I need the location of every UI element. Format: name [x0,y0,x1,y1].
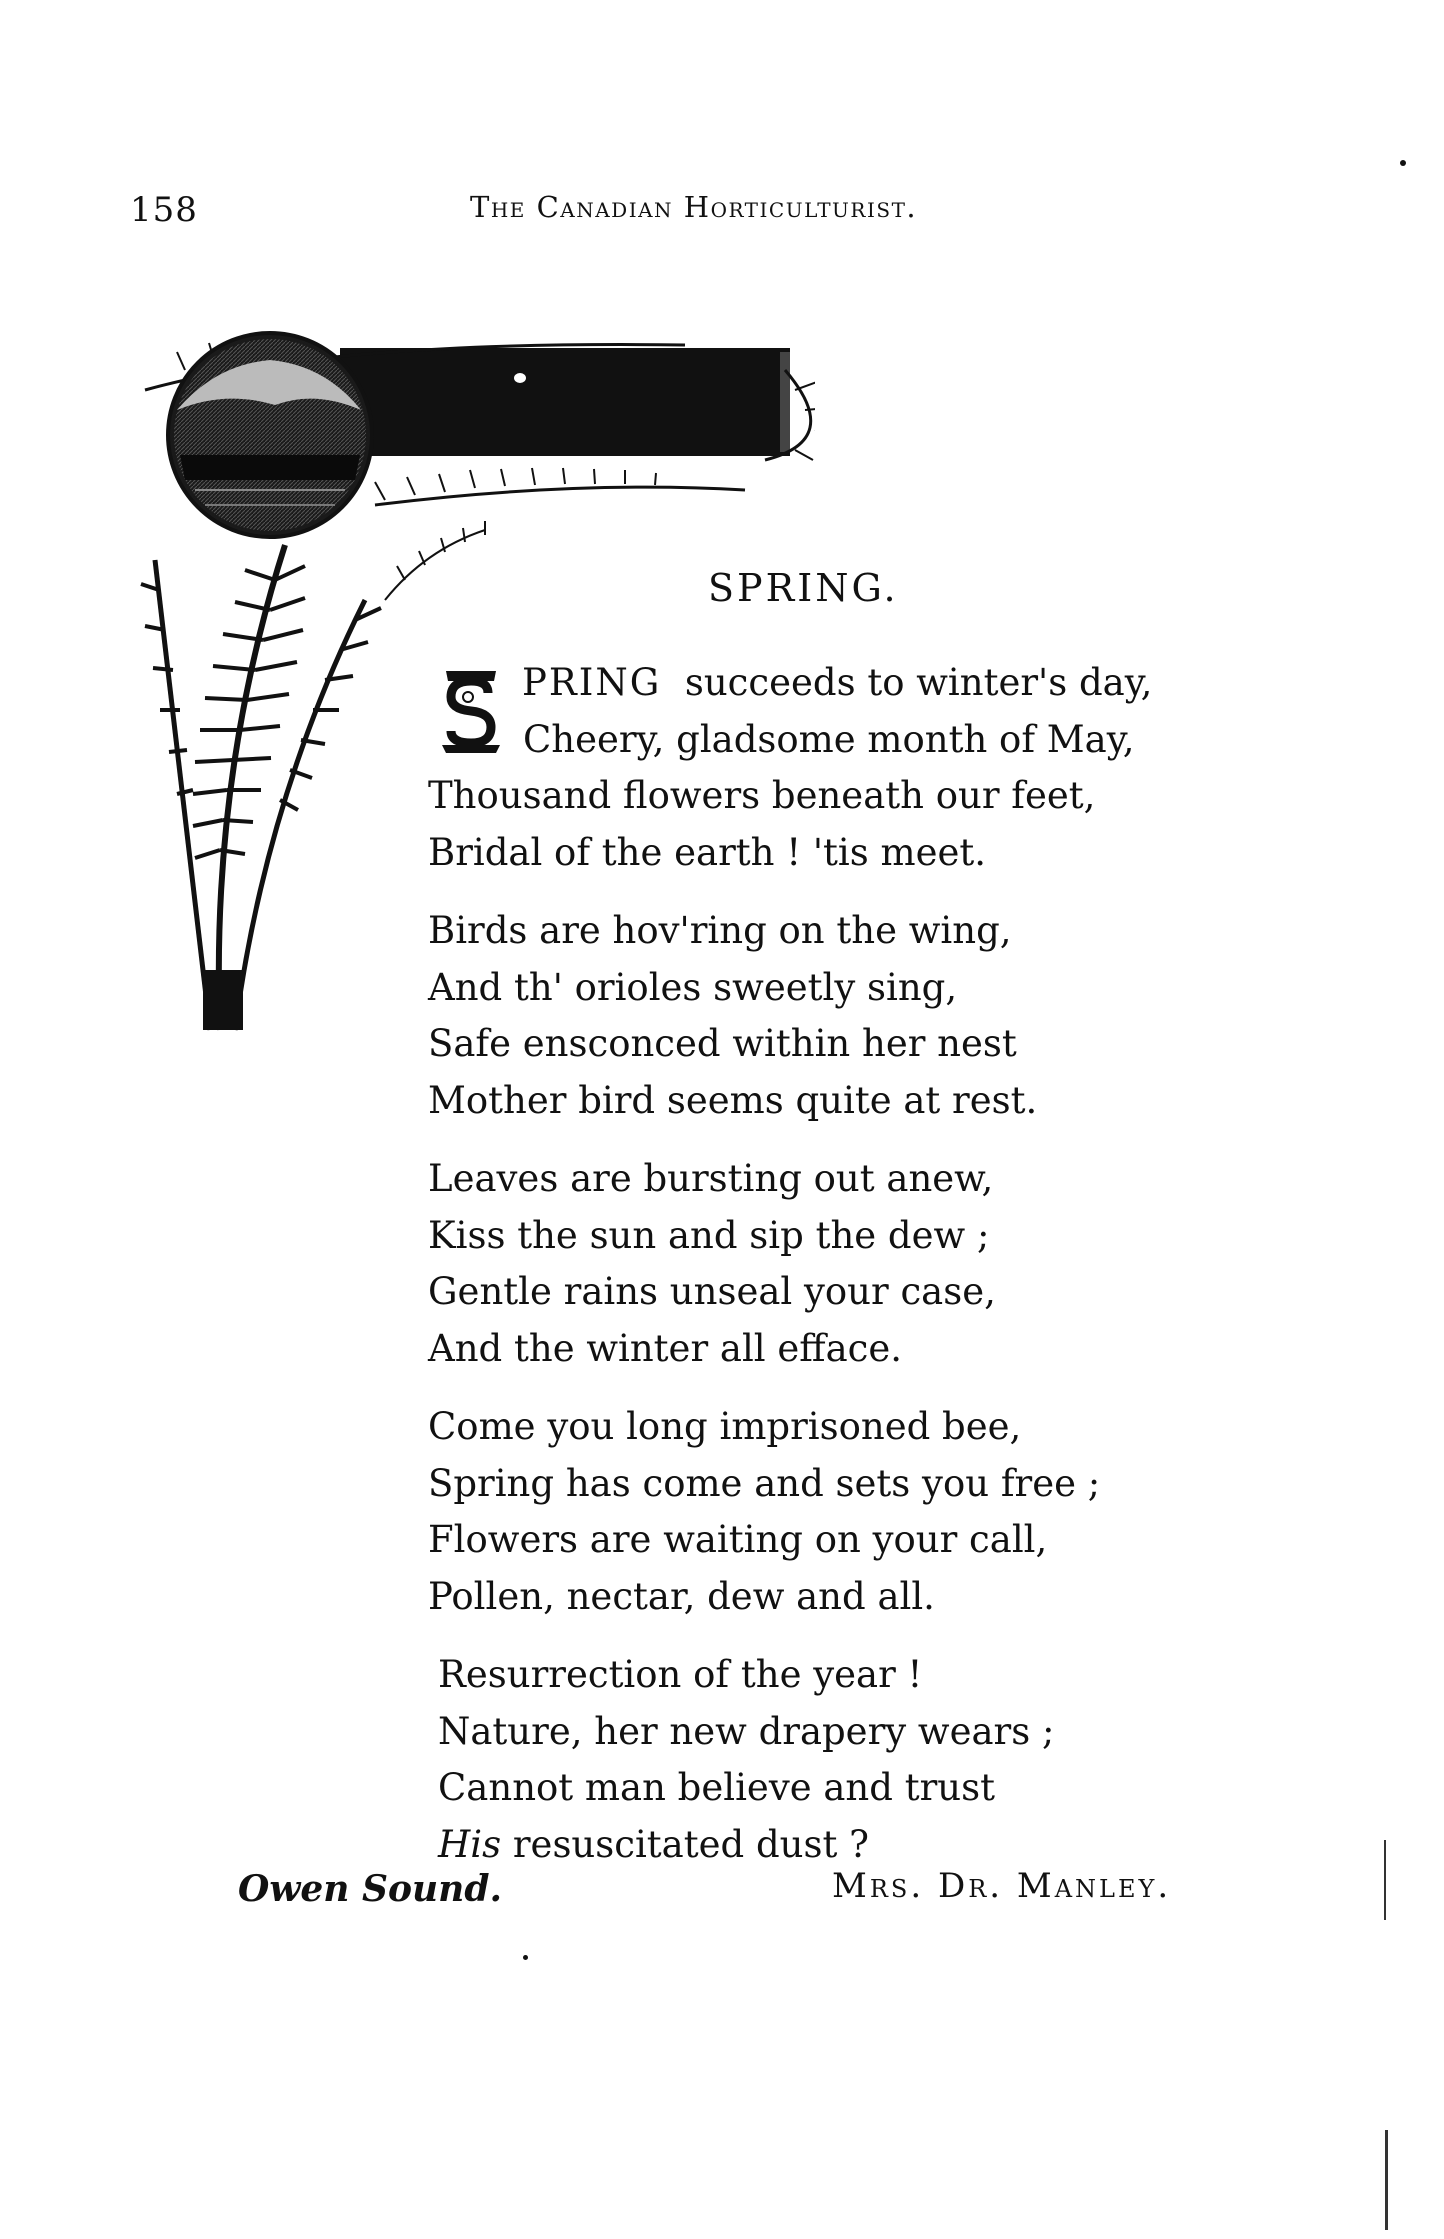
last-line-rest: resuscitated dust ? [512,1822,869,1866]
scan-edge-line [1384,1840,1386,1920]
poem-line: Pollen, nectar, dew and all. [428,1574,935,1618]
scan-speck [1400,160,1406,166]
poem-line: Leaves are bursting out anew, [428,1157,994,1200]
italic-word: His [438,1822,502,1866]
poem-line: Come you long imprisoned bee, [428,1405,1022,1448]
poem-line: And the winter all efface. [428,1326,903,1370]
signature-author: Mrs. Dr. Manley. [832,1866,1172,1906]
poem-line: Cannot man believe and trust [438,1766,995,1809]
poem-title: SPRING. [708,566,899,610]
signature-place: Owen Sound. [238,1868,503,1910]
poem-line: Resurrection of the year ! [438,1653,923,1696]
stanza-3 [428,1151,1188,1377]
poem-line: Mother bird seems quite at rest. [428,1078,1038,1122]
poem-line: Nature, her new drapery wears ; [438,1709,1055,1753]
poem-line: Birds are hov'ring on the wing, [428,909,1012,952]
poem-line: Kiss the sun and sip the dew ; [428,1213,990,1257]
first-line-rest: succeeds to winter's day, [684,661,1153,704]
stanza-2 [428,903,1188,1129]
poem-line: Thousand flowers beneath our feet, [428,774,1096,817]
running-head: The Canadian Horticulturist. [470,190,918,224]
poem-line: Flowers are waiting on your call, [428,1518,1048,1561]
scan-speck [523,1955,528,1960]
first-word: PRING [522,661,662,704]
poem-first-line [428,655,1188,712]
poem-body [428,655,1188,1895]
stanza-5 [428,1647,1188,1873]
poem-last-line [438,1817,1188,1874]
poem-line: Spring has come and sets you free ; [428,1461,1101,1505]
poem-line: Cheery, gladsome month of May, [523,717,1135,761]
poem-line: Gentle rains unseal your case, [428,1270,996,1313]
poem-line: And th' orioles sweetly sing, [428,965,958,1009]
page-number: 158 [130,190,198,230]
scan-edge-line [1385,2130,1388,2230]
poem-line: Safe ensconced within her nest [428,1022,1017,1065]
stanza-4 [428,1399,1188,1625]
stanza-1 [428,712,1188,882]
poem-line: Bridal of the earth ! 'tis meet. [428,830,986,874]
drop-cap-s [436,663,506,753]
